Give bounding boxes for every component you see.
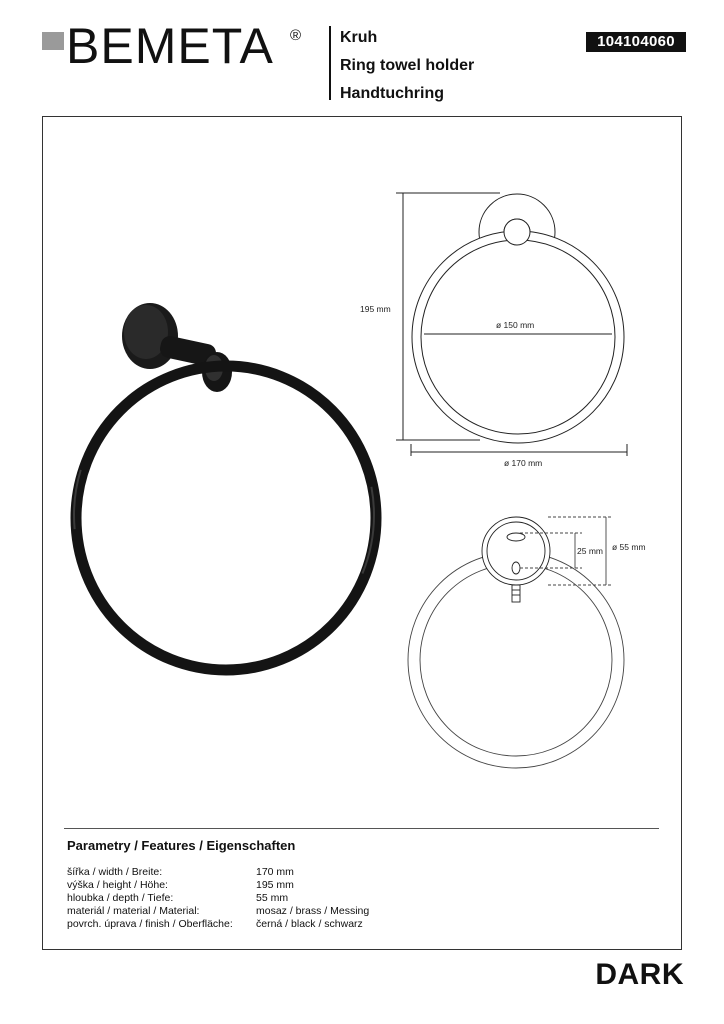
height-dimension: 195 mm [360, 304, 391, 314]
feature-label: materiál / material / Material: [67, 905, 200, 917]
feature-value: černá / black / schwarz [256, 918, 363, 930]
registered-mark: ® [290, 27, 302, 44]
feature-label: hloubka / depth / Tiefe: [67, 892, 174, 904]
feature-label: povrch. úprava / finish / Oberfläche: [67, 918, 233, 930]
product-photo [74, 303, 376, 670]
mount-offset-dimension: 25 mm [577, 546, 603, 556]
feature-label: šířka / width / Breite: [67, 866, 163, 878]
feature-value: mosaz / brass / Messing [256, 905, 370, 917]
inner-diameter-dimension: ø 150 mm [496, 320, 535, 330]
feature-value: 195 mm [256, 879, 294, 891]
outer-width-dimension: ø 170 mm [504, 458, 543, 468]
feature-value: 170 mm [256, 866, 294, 878]
features-divider [64, 828, 659, 829]
feature-label: výška / height / Höhe: [67, 879, 168, 891]
series-name: DARK [595, 958, 684, 991]
product-name-en: Ring towel holder [340, 57, 475, 74]
product-name-cz: Kruh [340, 29, 378, 46]
features-title: Parametry / Features / Eigenschaften [67, 838, 296, 853]
brand-logo: BEMETA [66, 18, 274, 74]
base-diameter-dimension: ø 55 mm [612, 542, 646, 552]
product-code-badge: 104104060 [586, 32, 686, 52]
product-name-de: Handtuchring [340, 85, 444, 102]
feature-value: 55 mm [256, 892, 289, 904]
